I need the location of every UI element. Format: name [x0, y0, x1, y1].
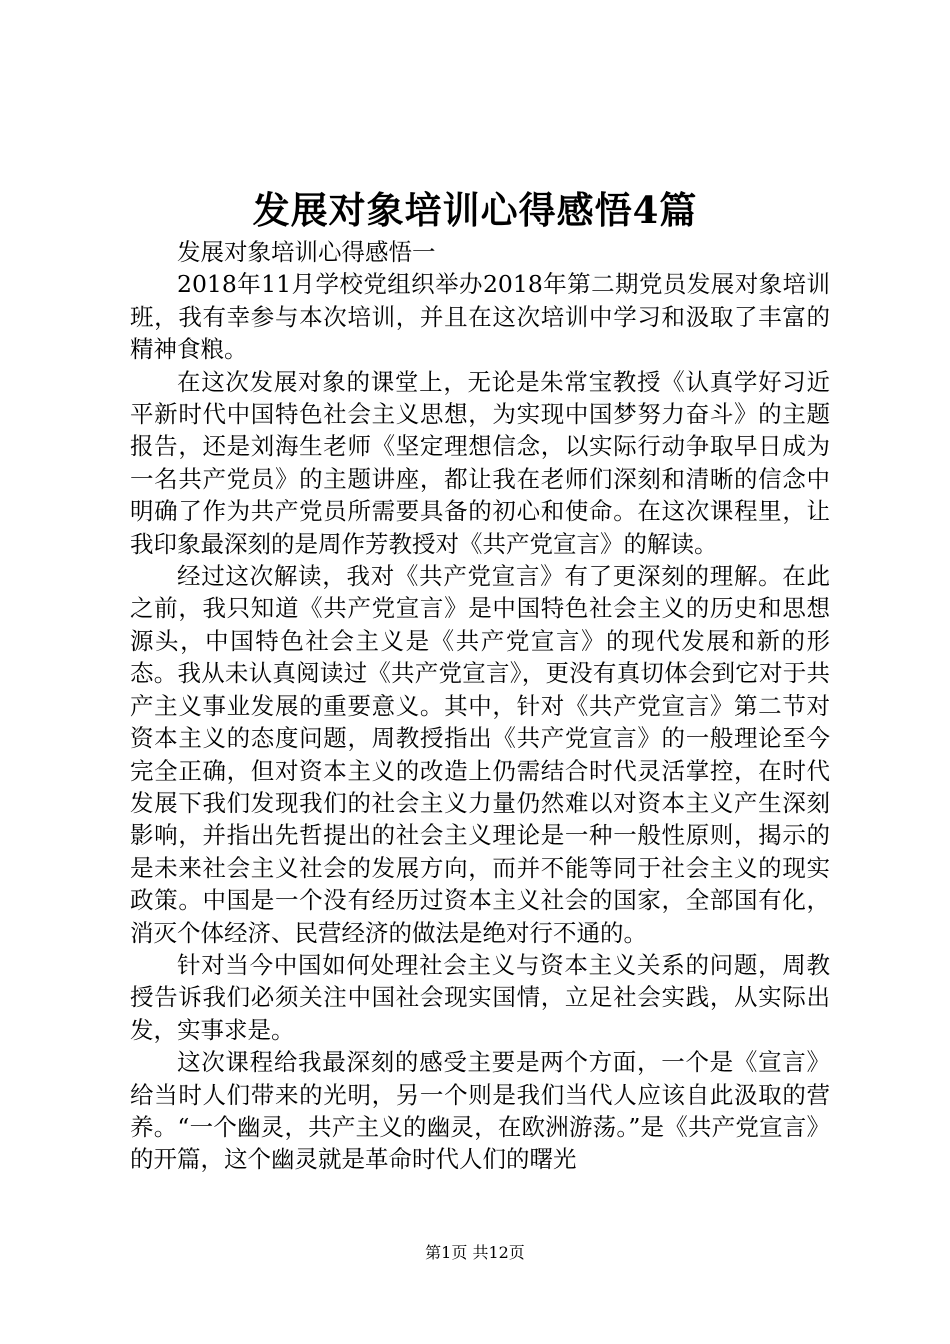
document-title: 发展对象培训心得感悟4篇	[252, 188, 698, 232]
paragraph: 2018年11月学校党组织举办2018年第二期党员发展对象培训班，我有幸参与本次培训，并且在这次培训中学习和汲取了丰富的精神食粮。	[130, 270, 830, 364]
document-body	[130, 236, 830, 1176]
paragraph: 这次课程给我最深刻的感受主要是两个方面，一个是《宣言》给当时人们带来的光明，另一个则是我们当代人应该自此汲取的营养。“一个幽灵，共产主义的幽灵，在欧洲游荡。”是《共产党宣言》的开篇，这个幽灵就是革命时代人们的曙光	[130, 1048, 830, 1174]
paragraph: 在这次发展对象的课堂上，无论是朱常宝教授《认真学好习近平新时代中国特色社会主义思想，为实现中国梦努力奋斗》的主题报告，还是刘海生老师《坚定理想信念，以实际行动争取早日成为一名共产党员》的主题讲座，都让我在老师们深刻和清晰的信念中明确了作为共产党员所需要具备的初心和使命。在这次课程里，让我印象最深刻的是周作芳教授对《共产党宣言》的解读。	[130, 367, 830, 558]
paragraph: 针对当今中国如何处理社会主义与资本主义关系的问题，周教授告诉我们必须关注中国社会现实国情，立足社会实践，从实际出发，实事求是。	[130, 950, 830, 1044]
paragraph: 经过这次解读，我对《共产党宣言》有了更深刻的理解。在此之前，我只知道《共产党宣言》是中国特色社会主义的历史和思想源头，中国特色社会主义是《共产党宣言》的现代发展和新的形态。我从未认真阅读过《共产党宣言》，更没有真切体会到它对于共产主义事业发展的重要意义。其中，针对《共产党宣言》第二节对资本主义的态度问题，周教授指出《共产党宣言》的一般理论至今完全正确，但对资本主义的改造上仍需结合时代灵活掌控，在时代发展下我们发现我们的社会主义力量仍然难以对资本主义产生深刻影响，并指出先哲提出的社会主义理论是一种一般性原则，揭示的是未来社会主义社会的发展方向，而并不能等同于社会主义的现实政策。中国是一个没有经历过资本主义社会的国家，全部国有化，消灭个体经济、民营经济的做法是绝对行不通的。	[130, 562, 830, 947]
section-heading: 发展对象培训心得感悟一	[177, 238, 436, 266]
page-number-footer: 第1页 共12页	[425, 1243, 525, 1262]
